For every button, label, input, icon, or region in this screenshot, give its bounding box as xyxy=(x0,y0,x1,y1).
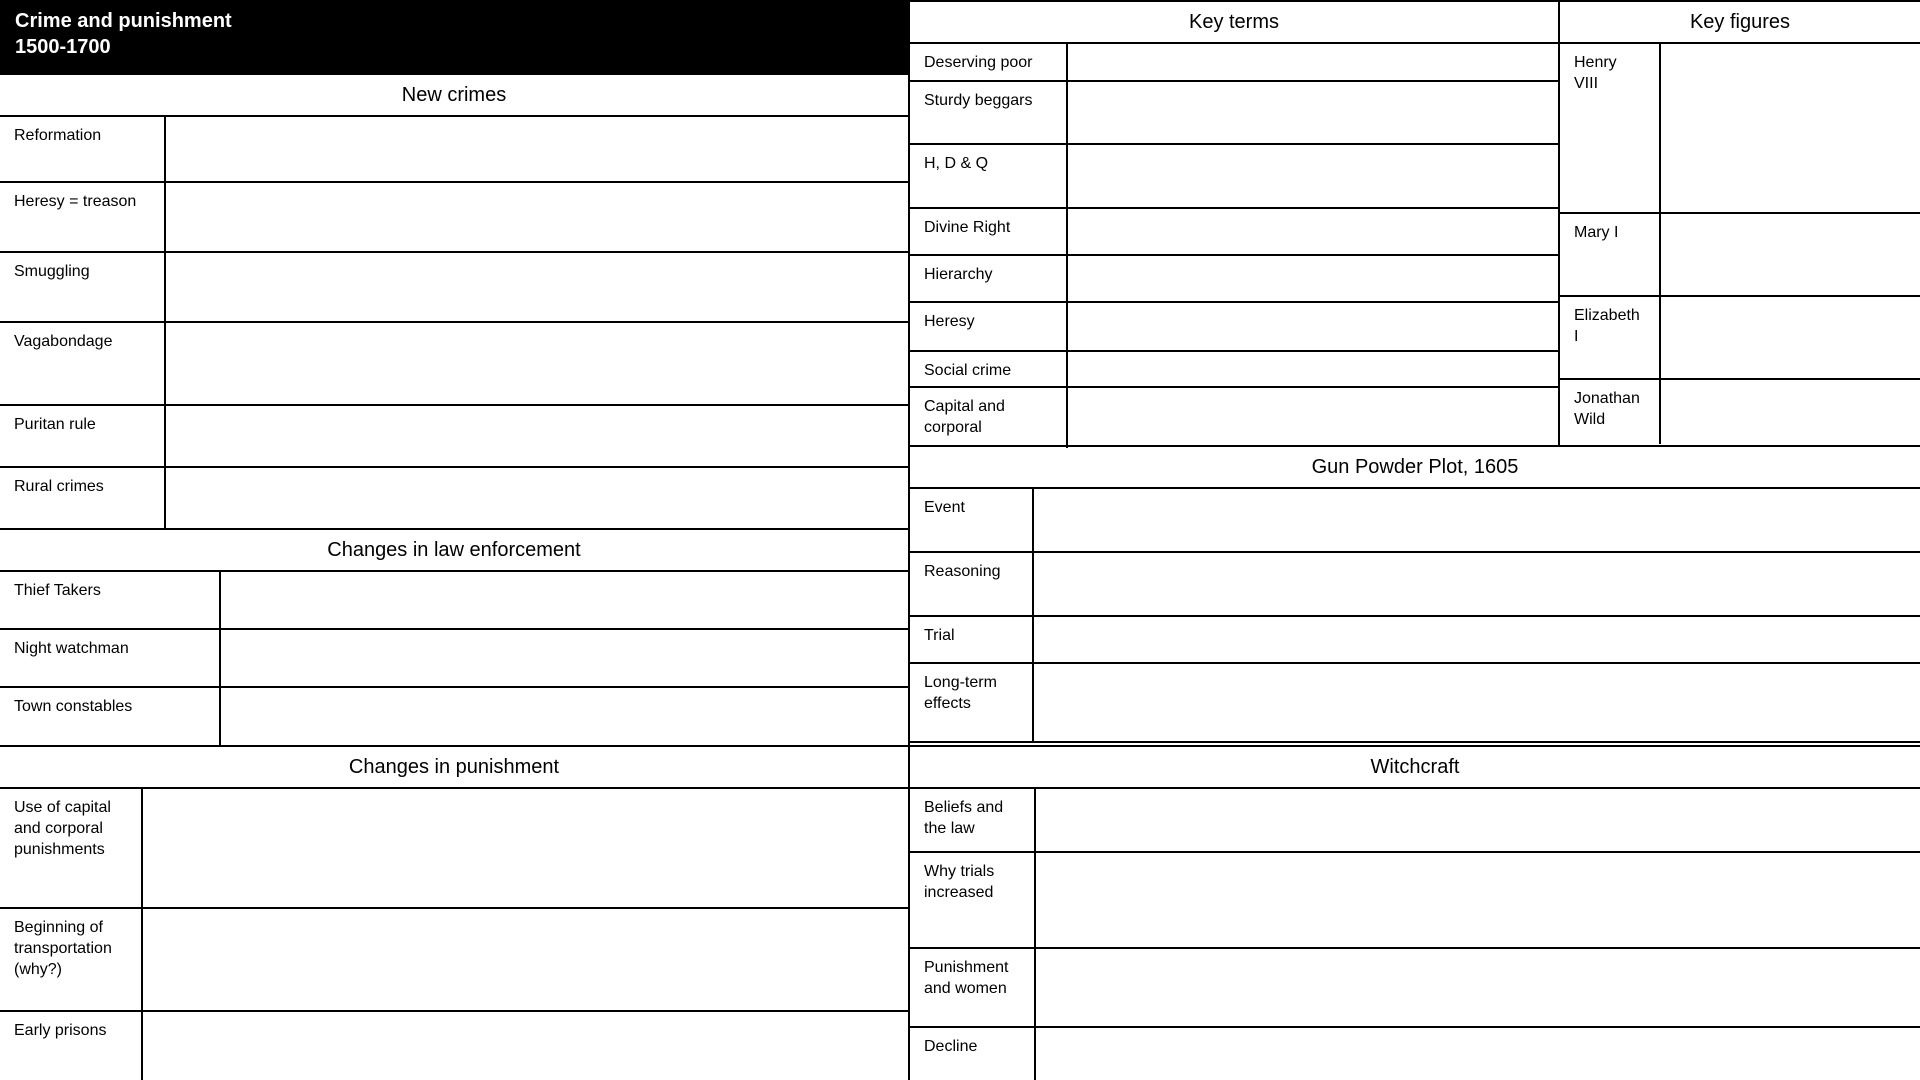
row-label: Reformation xyxy=(0,117,166,181)
worksheet-title xyxy=(0,0,908,73)
law-enforcement-row xyxy=(0,572,908,630)
new-crimes-section xyxy=(0,73,908,530)
row-label: Trial xyxy=(910,617,1034,662)
key-terms-section xyxy=(910,0,1560,446)
key-figures-row xyxy=(1560,297,1920,380)
answer-cell[interactable] xyxy=(1068,303,1558,350)
row-label: Decline xyxy=(910,1028,1036,1080)
punishment-section xyxy=(0,745,908,1080)
answer-cell[interactable] xyxy=(143,789,908,907)
law-enforcement-section xyxy=(0,528,908,747)
answer-cell[interactable] xyxy=(166,253,908,321)
row-label: Jonathan Wild xyxy=(1560,380,1661,444)
key-terms-row xyxy=(910,44,1558,82)
answer-cell[interactable] xyxy=(1068,145,1558,207)
row-label: H, D & Q xyxy=(910,145,1068,207)
answer-cell[interactable] xyxy=(1034,489,1920,551)
law-enforcement-row xyxy=(0,630,908,688)
new-crimes-heading: New crimes xyxy=(0,75,908,117)
witchcraft-row xyxy=(910,1028,1920,1080)
row-label: Mary I xyxy=(1560,214,1661,295)
row-label: Thief Takers xyxy=(0,572,221,628)
new-crimes-row xyxy=(0,406,908,468)
answer-cell[interactable] xyxy=(166,183,908,251)
answer-cell[interactable] xyxy=(1068,256,1558,301)
row-label: Use of capital and corporal punishments xyxy=(0,789,143,907)
gunpowder-plot-heading: Gun Powder Plot, 1605 xyxy=(910,447,1920,489)
gunpowder-row xyxy=(910,664,1920,741)
key-figures-row xyxy=(1560,380,1920,444)
key-terms-row xyxy=(910,256,1558,303)
key-figures-row xyxy=(1560,44,1920,214)
row-label: Smuggling xyxy=(0,253,166,321)
row-label: Long-term effects xyxy=(910,664,1034,741)
answer-cell[interactable] xyxy=(1068,44,1558,80)
row-label: Early prisons xyxy=(0,1012,143,1080)
answer-cell[interactable] xyxy=(1068,388,1558,448)
answer-cell[interactable] xyxy=(1661,380,1920,444)
right-column xyxy=(910,0,1920,1080)
new-crimes-row xyxy=(0,468,908,528)
row-label: Henry VIII xyxy=(1560,44,1661,212)
answer-cell[interactable] xyxy=(1036,853,1920,947)
answer-cell[interactable] xyxy=(166,406,908,466)
answer-cell[interactable] xyxy=(1036,1028,1920,1080)
new-crimes-row xyxy=(0,253,908,323)
answer-cell[interactable] xyxy=(221,688,908,746)
row-label: Town constables xyxy=(0,688,221,746)
row-label: Divine Right xyxy=(910,209,1068,254)
answer-cell[interactable] xyxy=(166,468,908,528)
gunpowder-row xyxy=(910,489,1920,553)
punishment-row xyxy=(0,909,908,1012)
key-figures-row xyxy=(1560,214,1920,297)
row-label: Heresy xyxy=(910,303,1068,350)
witchcraft-row xyxy=(910,949,1920,1028)
answer-cell[interactable] xyxy=(1068,352,1558,386)
row-label: Why trials increased xyxy=(910,853,1036,947)
answer-cell[interactable] xyxy=(1036,789,1920,851)
answer-cell[interactable] xyxy=(1034,553,1920,615)
answer-cell[interactable] xyxy=(1661,297,1920,378)
answer-cell[interactable] xyxy=(1068,82,1558,143)
key-terms-row xyxy=(910,145,1558,209)
witchcraft-row xyxy=(910,789,1920,853)
row-label: Vagabondage xyxy=(0,323,166,404)
new-crimes-row xyxy=(0,117,908,183)
row-label: Deserving poor xyxy=(910,44,1068,80)
row-label: Rural crimes xyxy=(0,468,166,528)
gunpowder-plot-section xyxy=(910,445,1920,743)
answer-cell[interactable] xyxy=(1068,209,1558,254)
key-terms-heading: Key terms xyxy=(910,2,1558,44)
key-terms-row xyxy=(910,82,1558,145)
row-label: Heresy = treason xyxy=(0,183,166,251)
row-label: Hierarchy xyxy=(910,256,1068,301)
row-label: Capital and corporal xyxy=(910,388,1068,448)
row-label: Puritan rule xyxy=(0,406,166,466)
answer-cell[interactable] xyxy=(221,572,908,628)
answer-cell[interactable] xyxy=(143,1012,908,1080)
answer-cell[interactable] xyxy=(1661,214,1920,295)
title-line-1: Crime and punishment xyxy=(15,10,232,32)
answer-cell[interactable] xyxy=(1034,617,1920,662)
row-label: Sturdy beggars xyxy=(910,82,1068,143)
key-terms-row xyxy=(910,303,1558,352)
answer-cell[interactable] xyxy=(1661,44,1920,212)
answer-cell[interactable] xyxy=(221,630,908,686)
new-crimes-row xyxy=(0,183,908,253)
new-crimes-row xyxy=(0,323,908,406)
law-enforcement-heading: Changes in law enforcement xyxy=(0,530,908,572)
row-label: Elizabeth I xyxy=(1560,297,1661,378)
row-label: Event xyxy=(910,489,1034,551)
answer-cell[interactable] xyxy=(1034,664,1920,741)
row-label: Beginning of transportation (why?) xyxy=(0,909,143,1010)
witchcraft-heading: Witchcraft xyxy=(910,747,1920,789)
punishment-row xyxy=(0,789,908,909)
key-terms-row xyxy=(910,388,1558,448)
row-label: Beliefs and the law xyxy=(910,789,1036,851)
answer-cell[interactable] xyxy=(166,117,908,181)
key-figures-section xyxy=(1560,0,1920,446)
row-label: Punishment and women xyxy=(910,949,1036,1026)
key-terms-row xyxy=(910,352,1558,388)
answer-cell[interactable] xyxy=(1036,949,1920,1026)
gunpowder-row xyxy=(910,553,1920,617)
answer-cell[interactable] xyxy=(143,909,908,1010)
punishment-row xyxy=(0,1012,908,1080)
law-enforcement-row xyxy=(0,688,908,746)
key-figures-heading: Key figures xyxy=(1560,2,1920,44)
punishment-heading: Changes in punishment xyxy=(0,747,908,789)
witchcraft-section xyxy=(910,745,1920,1080)
witchcraft-row xyxy=(910,853,1920,949)
gunpowder-row xyxy=(910,617,1920,664)
left-column xyxy=(0,0,910,1080)
key-terms-row xyxy=(910,209,1558,256)
row-label: Social crime xyxy=(910,352,1068,386)
row-label: Night watchman xyxy=(0,630,221,686)
answer-cell[interactable] xyxy=(166,323,908,404)
row-label: Reasoning xyxy=(910,553,1034,615)
title-line-2: 1500-1700 xyxy=(15,36,111,58)
